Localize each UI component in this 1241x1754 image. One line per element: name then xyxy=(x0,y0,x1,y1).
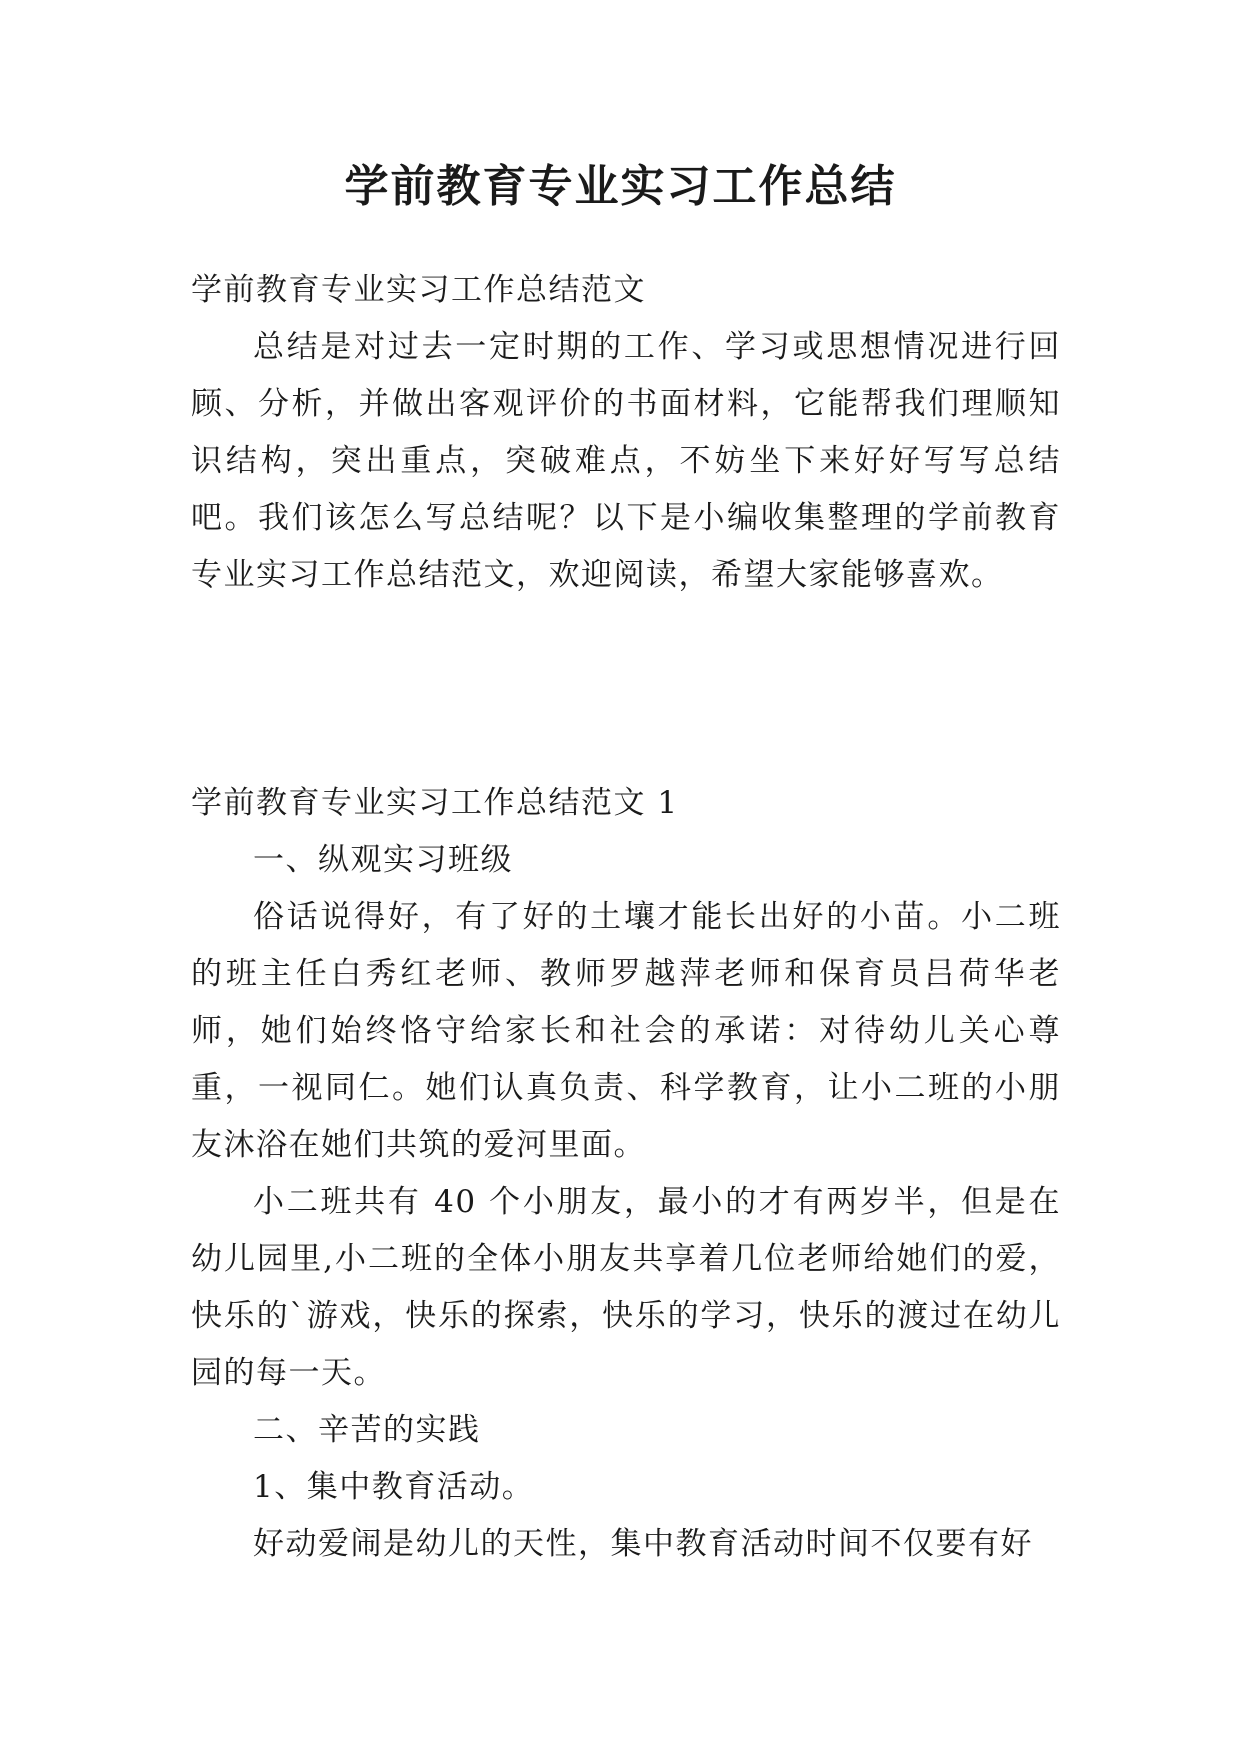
body-paragraph-1: 俗话说得好，有了好的土壤才能长出好的小苗。小二班的班主任白秀红老师、教师罗越萍老师和保育员吕荷华老师，她们始终恪守给家长和社会的承诺：对待幼儿关心尊重，一视同仁。她们认真负责、科学教育，让小二班的小朋友沐浴在她们共筑的爱河里面。 xyxy=(191,899,1061,1163)
body-paragraph-2: 小二班共有 40 个小朋友，最小的才有两岁半，但是在幼儿园里,小二班的全体小朋友共享着几位老师给她们的爱，快乐的`游戏，快乐的探索，快乐的学习，快乐的渡过在幼儿园的每一天。 xyxy=(191,1184,1061,1391)
document-subtitle: 学前教育专业实习工作总结范文 xyxy=(191,272,646,308)
document-title: 学前教育专业实习工作总结 xyxy=(344,161,897,212)
section-spacer xyxy=(191,604,1061,775)
intro-paragraph: 总结是对过去一定时期的工作、学习或思想情况进行回顾、分析，并做出客观评价的书面材料，它能帮我们理顺知识结构，突出重点，突破难点，不妨坐下来好好写写总结吧。我们该怎么写总结呢？以下是小编收集整理的学前教育专业实习工作总结范文，欢迎阅读，希望大家能够喜欢。 xyxy=(191,329,1061,593)
item-heading-1: 1、集中教育活动。 xyxy=(253,1469,535,1505)
part-heading-1: 一、纵观实习班级 xyxy=(253,842,513,878)
body-paragraph-3: 好动爱闹是幼儿的天性，集中教育活动时间不仅要有好 xyxy=(253,1526,1033,1562)
section-heading: 学前教育专业实习工作总结范文 1 xyxy=(191,785,679,821)
part-heading-2: 二、辛苦的实践 xyxy=(253,1412,481,1448)
document-body xyxy=(191,262,1061,1573)
